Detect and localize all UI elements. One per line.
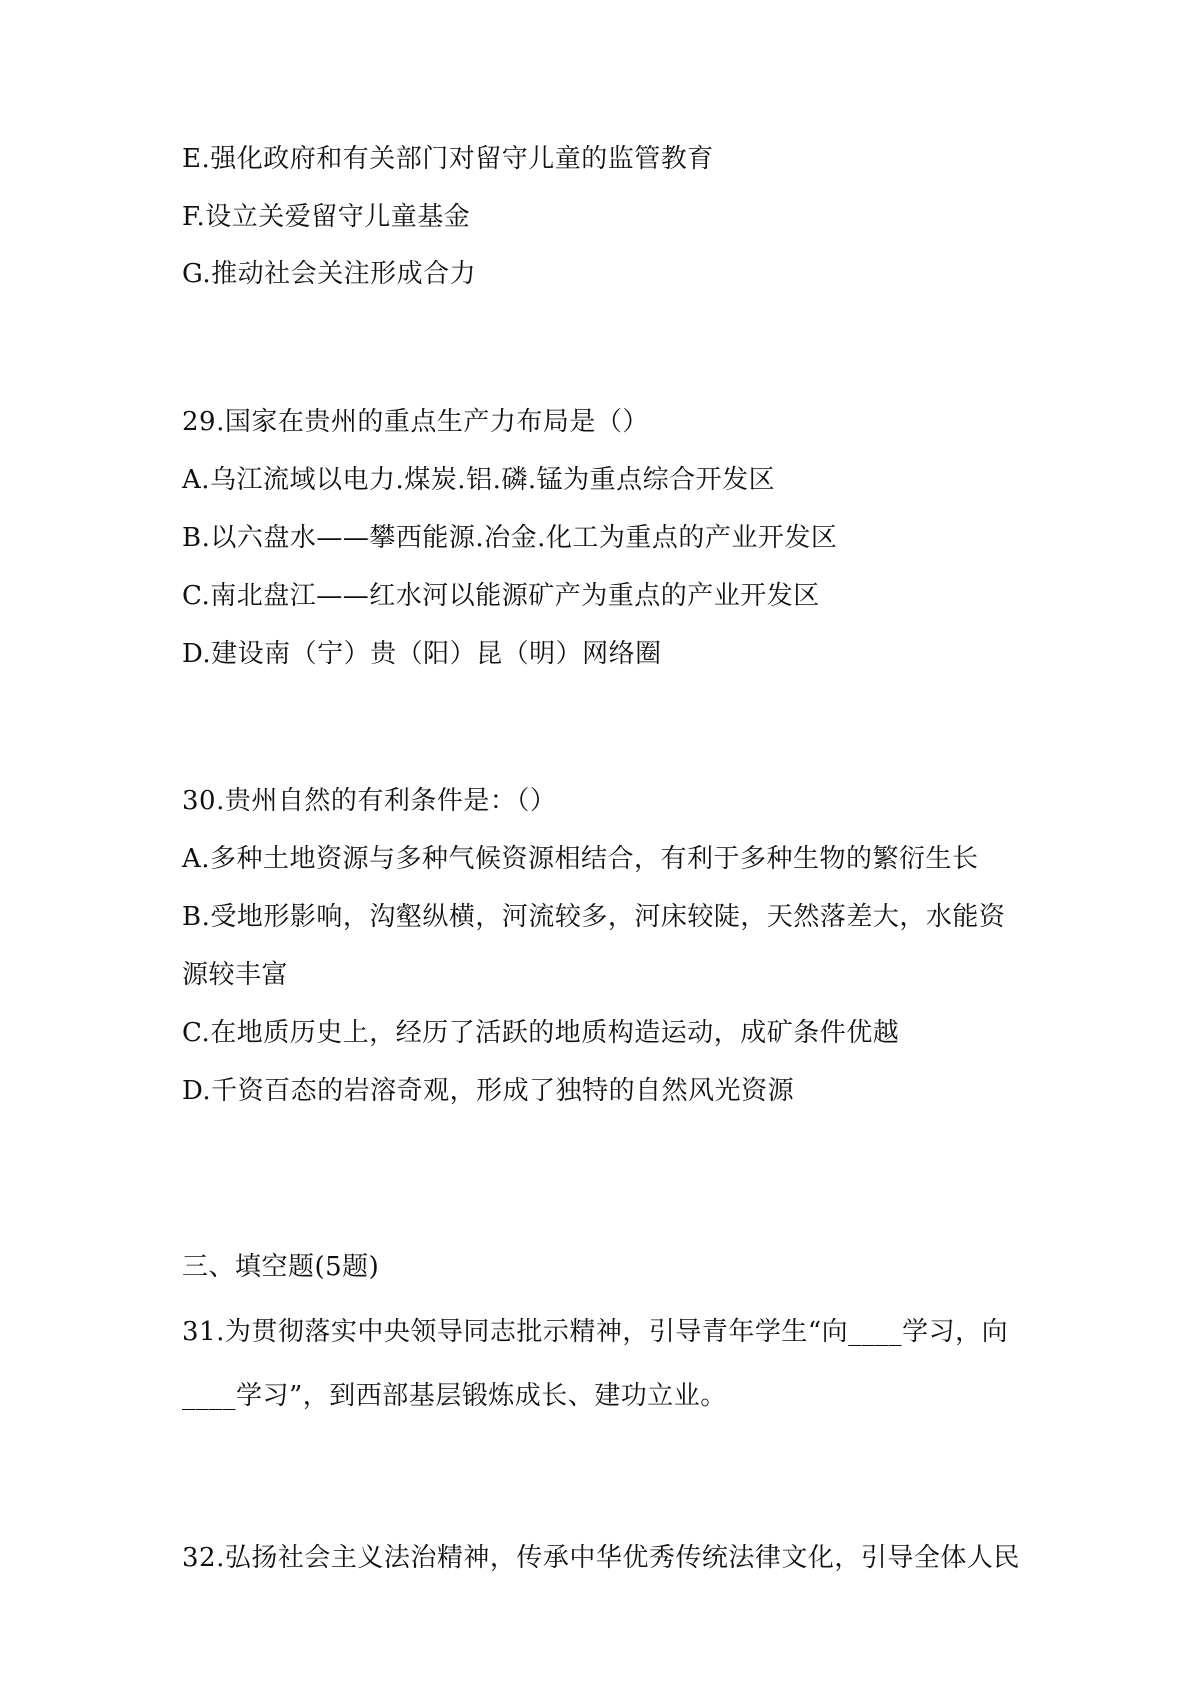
question-30-stem: 30.贵州自然的有利条件是：（） [182, 786, 557, 816]
question-32-line-1: 32.弘扬社会主义法治精神，传承中华优秀传统法律文化，引导全体人民 [182, 1543, 1020, 1573]
question-29-option-b: B.以六盘水——攀西能源.冶金.化工为重点的产业开发区 [182, 523, 838, 553]
question-30-option-a: A.多种土地资源与多种气候资源相结合，有利于多种生物的繁衍生长 [182, 844, 979, 874]
question-29-option-a: A.乌江流域以电力.煤炭.铝.磷.锰为重点综合开发区 [182, 465, 776, 495]
question-31-line-2: ____学习”，到西部基层锻炼成长、建功立业。 [182, 1381, 727, 1411]
question-31-line-1: 31.为贯彻落实中央领导同志批示精神，引导青年学生“向____学习，向 [182, 1317, 1009, 1347]
question-30-option-b-continued: 源较丰富 [182, 960, 289, 990]
section-heading-fill-in: 三、填空题(5题) [182, 1252, 380, 1282]
question-30-option-b: B.受地形影响，沟壑纵横，河流较多，河床较陡，天然落差大，水能资 [182, 902, 1006, 932]
question-29-option-c: C.南北盘江——红水河以能源矿产为重点的产业开发区 [182, 581, 820, 611]
option-e: E.强化政府和有关部门对留守儿童的监管教育 [182, 144, 714, 174]
question-30-option-c: C.在地质历史上，经历了活跃的地质构造运动，成矿条件优越 [182, 1018, 900, 1048]
option-g: G.推动社会关注形成合力 [182, 259, 477, 289]
question-29-option-d: D.建设南（宁）贵（阳）昆（明）网络圈 [182, 639, 662, 669]
question-30-option-d: D.千资百态的岩溶奇观，形成了独特的自然风光资源 [182, 1076, 795, 1106]
question-29-stem: 29.国家在贵州的重点生产力布局是（） [182, 407, 649, 437]
option-f: F.设立关爱留守儿童基金 [182, 202, 471, 232]
